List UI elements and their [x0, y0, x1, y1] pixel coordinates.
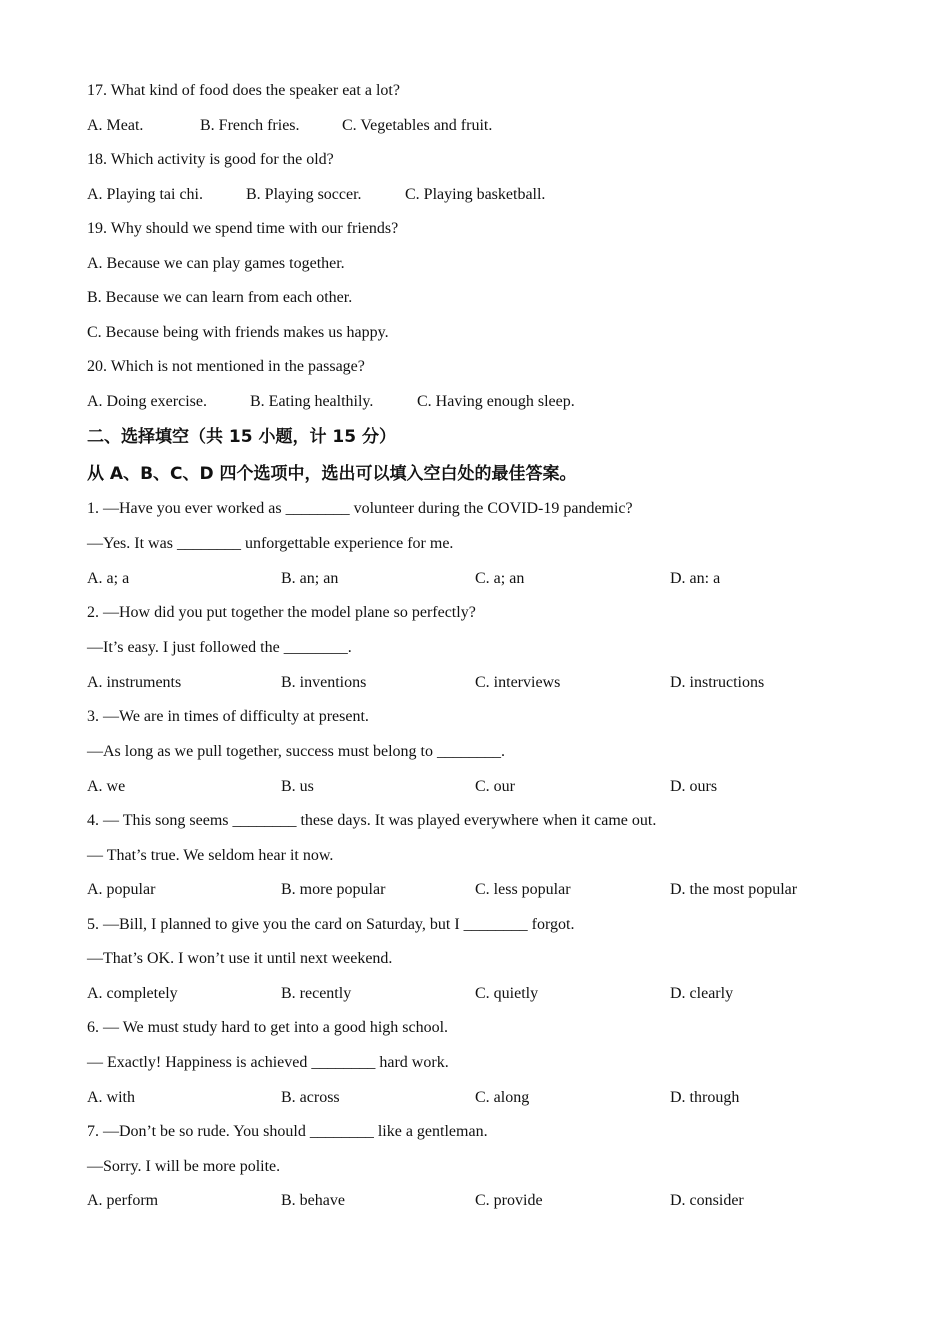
q17-option-b: B. French fries. — [200, 117, 300, 134]
q18-option-a: A. Playing tai chi. — [87, 186, 203, 203]
mc-question-3-reply: —As long as we pull together, success must belong to ________. — [87, 743, 505, 760]
q17-option-a: A. Meat. — [87, 117, 144, 134]
mc5-option-a: A. completely — [87, 985, 178, 1002]
q19-option-a: A. Because we can play games together. — [87, 255, 345, 272]
q18-option-b: B. Playing soccer. — [246, 186, 362, 203]
mc5-option-c: C. quietly — [475, 985, 539, 1002]
mc2-option-d: D. instructions — [670, 674, 765, 691]
mc3-option-b: B. us — [281, 778, 314, 795]
mc-question-4-reply: — That’s true. We seldom hear it now. — [87, 847, 334, 864]
mc6-option-c: C. along — [475, 1089, 530, 1106]
mc3-option-d: D. ours — [670, 778, 718, 795]
mc-question-5-reply: —That’s OK. I won’t use it until next weekend. — [87, 950, 393, 967]
mc-question-3: 3. —We are in times of difficulty at present. — [87, 708, 369, 725]
mc2-option-c: C. interviews — [475, 674, 561, 691]
mc4-option-c: C. less popular — [475, 881, 571, 898]
mc6-option-b: B. across — [281, 1089, 340, 1106]
mc3-option-c: C. our — [475, 778, 515, 795]
mc6-option-a: A. with — [87, 1089, 135, 1106]
mc-question-1-reply: —Yes. It was ________ unforgettable experience for me. — [87, 535, 454, 552]
mc-question-6-reply: — Exactly! Happiness is achieved ________ hard work. — [87, 1054, 449, 1071]
q19-option-b: B. Because we can learn from each other. — [87, 289, 353, 306]
q18-option-c: C. Playing basketball. — [405, 186, 546, 203]
mc-question-7-reply: —Sorry. I will be more polite. — [87, 1158, 281, 1175]
mc7-option-a: A. perform — [87, 1192, 159, 1209]
q20-option-c: C. Having enough sleep. — [417, 393, 575, 410]
mc7-option-d: D. consider — [670, 1192, 744, 1209]
mc3-option-a: A. we — [87, 778, 126, 795]
mc2-option-a: A. instruments — [87, 674, 182, 691]
section-instruction: 从 A、B、C、D 四个选项中，选出可以填入空白处的最佳答案。 — [87, 464, 577, 484]
mc-question-5: 5. —Bill, I planned to give you the card on Saturday, but I ________ forgot. — [87, 916, 575, 933]
mc4-option-d: D. the most popular — [670, 881, 798, 898]
mc4-option-a: A. popular — [87, 881, 156, 898]
q20-option-b: B. Eating healthily. — [250, 393, 374, 410]
mc1-option-d: D. an: a — [670, 570, 721, 587]
mc1-option-c: C. a; an — [475, 570, 525, 587]
mc1-option-b: B. an; an — [281, 570, 339, 587]
mc-question-1: 1. —Have you ever worked as ________ volunteer during the COVID-19 pandemic? — [87, 500, 633, 517]
q20-option-a: A. Doing exercise. — [87, 393, 207, 410]
mc4-option-b: B. more popular — [281, 881, 386, 898]
mc-question-2: 2. —How did you put together the model plane so perfectly? — [87, 604, 476, 621]
mc-question-7: 7. —Don’t be so rude. You should ________ like a gentleman. — [87, 1123, 488, 1140]
question-17: 17. What kind of food does the speaker eat a lot? — [87, 82, 400, 99]
mc5-option-b: B. recently — [281, 985, 352, 1002]
question-19: 19. Why should we spend time with our friends? — [87, 220, 399, 237]
q17-option-c: C. Vegetables and fruit. — [342, 117, 493, 134]
question-18: 18. Which activity is good for the old? — [87, 151, 334, 168]
mc-question-2-reply: —It’s easy. I just followed the ________. — [87, 639, 352, 656]
mc7-option-c: C. provide — [475, 1192, 543, 1209]
mc6-option-d: D. through — [670, 1089, 740, 1106]
mc-question-4: 4. — This song seems ________ these days. It was played everywhere when it came out. — [87, 812, 657, 829]
mc2-option-b: B. inventions — [281, 674, 367, 691]
mc1-option-a: A. a; a — [87, 570, 130, 587]
question-20: 20. Which is not mentioned in the passage? — [87, 358, 365, 375]
mc7-option-b: B. behave — [281, 1192, 345, 1209]
q19-option-c: C. Because being with friends makes us happy. — [87, 324, 389, 341]
section-title: 二、选择填空（共 15 小题，计 15 分） — [87, 427, 396, 447]
mc5-option-d: D. clearly — [670, 985, 734, 1002]
mc-question-6: 6. — We must study hard to get into a good high school. — [87, 1019, 449, 1036]
